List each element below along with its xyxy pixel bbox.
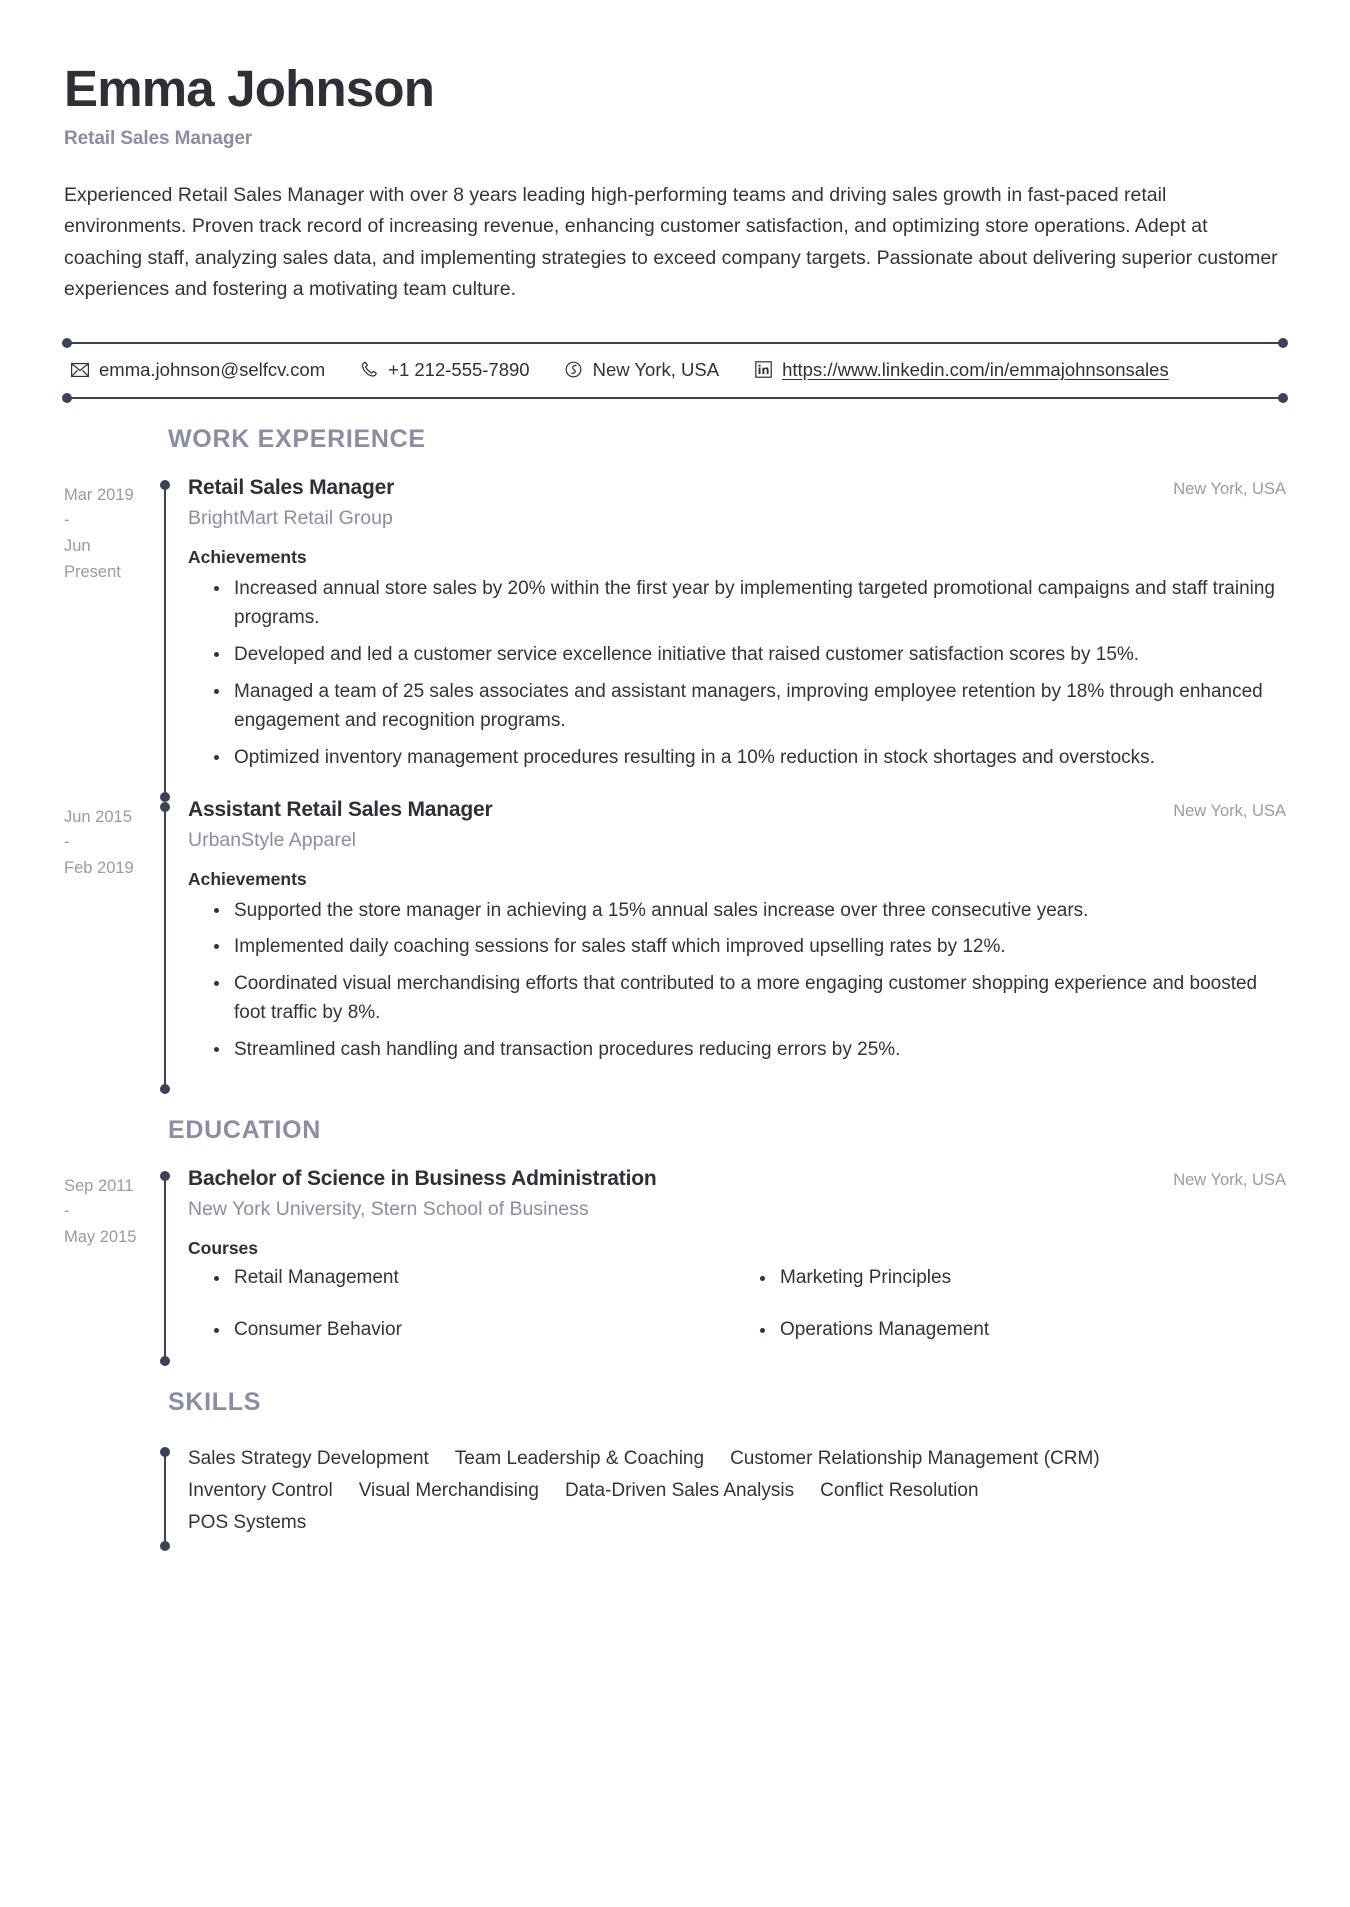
contact-rule-bottom: [64, 397, 1286, 399]
courses-label: Courses: [188, 1237, 259, 1258]
skill-item: Team Leadership & Coaching: [454, 1447, 705, 1469]
achievement-item: Supported the store manager in achieving a 15% annual sales increase over three consecutive years.: [234, 896, 1286, 926]
achievement-item: Streamlined cash handling and transaction procedures reducing errors by 25%.: [234, 1035, 1286, 1065]
skills-list: [188, 1443, 1148, 1539]
timeline-line: [164, 806, 166, 1090]
work-entry-head: [188, 798, 1286, 822]
timeline-dot-start: [160, 802, 170, 812]
achievement-item: Increased annual store sales by 20% within the first year by implementing targeted promotional campaigns and staff training programs.: [234, 574, 1286, 633]
work-entry: [64, 798, 1286, 1090]
section-work-experience: [64, 425, 1286, 1090]
candidate-headline: Retail Sales Manager: [64, 127, 253, 149]
degree-title: Bachelor of Science in Business Administration: [188, 1166, 657, 1190]
timeline-dot-end: [160, 1541, 170, 1551]
achievements-list: [188, 574, 1286, 773]
contact-email-text: emma.johnson@selfcv.com: [99, 358, 326, 380]
achievements-list: [188, 896, 1286, 1065]
timeline-dot-end: [160, 1356, 170, 1366]
achievement-item: Managed a team of 25 sales associates and assistant managers, improving employee retention by 18% through enhanced engagement and recognition programs.: [234, 677, 1286, 736]
skill-item: Inventory Control: [188, 1479, 333, 1501]
achievements-label: Achievements: [188, 868, 307, 889]
achievement-item: Implemented daily coaching sessions for sales staff which improved upselling rates by 12%.: [234, 932, 1286, 962]
education-entry-head: [188, 1167, 1286, 1191]
date-end: May 2015: [64, 1227, 137, 1246]
course-item: Marketing Principles: [780, 1265, 1286, 1292]
contact-linkedin-text[interactable]: https://www.linkedin.com/in/emmajohnsonsales: [782, 358, 1169, 380]
section-education: [64, 1116, 1286, 1362]
skills-entry: [64, 1443, 1286, 1547]
section-title-work: WORK EXPERIENCE: [168, 424, 426, 453]
contact-linkedin[interactable]: [753, 359, 1169, 381]
linkedin-icon: [753, 360, 773, 380]
skill-item: Conflict Resolution: [820, 1479, 979, 1501]
date-dash: -: [64, 511, 70, 530]
skills-body: [174, 1443, 1286, 1547]
work-entry-body: [174, 476, 1286, 798]
work-entry: [64, 476, 1286, 798]
timeline-line: [164, 1175, 166, 1362]
contact-phone-text: +1 212-555-7890: [388, 358, 530, 380]
section-skills: [64, 1388, 1286, 1547]
job-title: Retail Sales Manager: [188, 475, 395, 499]
job-location: New York, USA: [1173, 801, 1286, 820]
skill-item: POS Systems: [188, 1511, 307, 1533]
contact-phone[interactable]: [359, 359, 529, 381]
timeline-dot-start: [160, 1171, 170, 1181]
date-end-year: Present: [64, 562, 121, 581]
section-title-education: EDUCATION: [168, 1115, 322, 1144]
job-title: Assistant Retail Sales Manager: [188, 797, 493, 821]
timeline-line: [164, 1451, 166, 1547]
company-name: BrightMart Retail Group: [188, 506, 393, 529]
contact-bar: [64, 342, 1286, 399]
school-location: New York, USA: [1173, 1170, 1286, 1189]
timeline-track: [156, 476, 174, 798]
timeline-track: [156, 1167, 174, 1362]
work-entry-body: [174, 798, 1286, 1090]
date-start: Sep 2011: [64, 1176, 134, 1195]
professional-summary: Experienced Retail Sales Manager with over 8 years leading high-performing teams and driving sales growth in fast-paced retail environments. Proven track record of increasing revenue, enhancing customer satisfaction, and optimizing store operations. Adept at coaching staff, analyzing sales data, and implementing strategies to exceed company targets. Passionate about delivering superior customer experiences and fostering a motivating team culture.: [64, 183, 1278, 301]
company-name: UrbanStyle Apparel: [188, 828, 357, 851]
work-entry-dates: [64, 798, 156, 1090]
course-item: Consumer Behavior: [234, 1317, 740, 1344]
location-pin-icon: [564, 360, 584, 380]
work-entry-head: [188, 476, 1286, 500]
achievement-item: Optimized inventory management procedures resulting in a 10% reduction in stock shortages and overstocks.: [234, 743, 1286, 773]
skills-spacer: [64, 1443, 156, 1547]
envelope-icon: [70, 360, 90, 380]
contact-location-text: New York, USA: [592, 358, 720, 380]
timeline-dot-start: [160, 1447, 170, 1457]
timeline-dot-end: [160, 1084, 170, 1094]
course-item: Operations Management: [780, 1317, 1286, 1344]
achievement-item: Developed and led a customer service excellence initiative that raised customer satisfaction scores by 15%.: [234, 640, 1286, 670]
contact-location: [564, 359, 719, 381]
education-entry-body: [174, 1167, 1286, 1362]
timeline-track: [156, 798, 174, 1090]
skill-item: Data-Driven Sales Analysis: [564, 1479, 795, 1501]
phone-icon: [359, 360, 379, 380]
date-start: Jun 2015: [64, 807, 132, 826]
skill-item: Visual Merchandising: [358, 1479, 539, 1501]
job-location: New York, USA: [1173, 479, 1286, 498]
school-name: New York University, Stern School of Business: [188, 1197, 589, 1220]
date-dash: -: [64, 833, 70, 852]
contact-rule-top: [64, 342, 1286, 344]
education-entry-dates: [64, 1167, 156, 1362]
contact-email[interactable]: [70, 359, 325, 381]
skill-item: Customer Relationship Management (CRM): [730, 1447, 1100, 1469]
skill-item: Sales Strategy Development: [188, 1447, 429, 1469]
section-title-skills: SKILLS: [168, 1387, 262, 1416]
achievement-item: Coordinated visual merchandising efforts that contributed to a more engaging customer shopping experience and boosted foot traffic by 8%.: [234, 969, 1286, 1028]
course-item: Retail Management: [234, 1265, 740, 1292]
date-end: Feb 2019: [64, 858, 134, 877]
work-entry-dates: [64, 476, 156, 798]
date-start: Mar 2019: [64, 485, 134, 504]
date-dash: -: [64, 1202, 70, 1221]
timeline-line: [164, 484, 166, 798]
contact-row: [64, 344, 1286, 397]
timeline-dot-start: [160, 480, 170, 490]
candidate-name: Emma Johnson: [64, 60, 435, 117]
timeline-track: [156, 1443, 174, 1547]
education-entry: [64, 1167, 1286, 1362]
achievements-label: Achievements: [188, 546, 307, 567]
courses-list: [188, 1265, 1286, 1344]
date-end-month: Jun: [64, 536, 91, 555]
